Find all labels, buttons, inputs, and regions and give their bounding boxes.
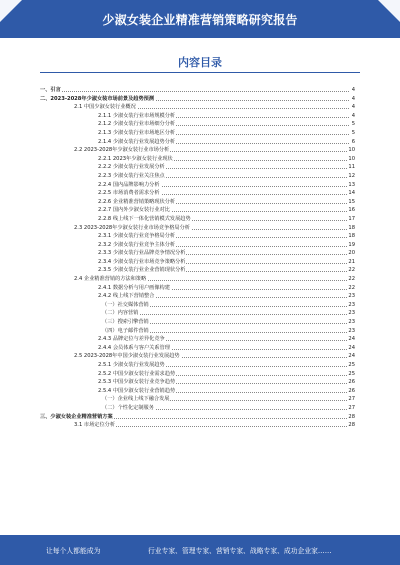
toc-entry-label: 2.5.3 中国少淑女装行业竞争趋势 xyxy=(98,379,176,386)
toc-entry[interactable] xyxy=(40,120,355,129)
toc-entry-label: 2.4.2 线上线下营销整合 xyxy=(98,293,155,300)
toc-entry[interactable] xyxy=(40,215,355,224)
toc-entry-label: 2.3.1 少淑女装行业竞争格局分析 xyxy=(98,233,176,240)
toc-entry-label: 2.3.2 少淑女装行业竞争主体分析 xyxy=(98,241,176,248)
toc-entry-page: 25 xyxy=(348,362,355,368)
report-header xyxy=(0,0,400,38)
toc-entry-page: 6 xyxy=(351,138,355,145)
toc-entry-page: 19 xyxy=(348,241,355,248)
toc-entry[interactable] xyxy=(40,112,355,121)
toc-entry-page: 25 xyxy=(348,370,355,377)
toc-entry-page: 5 xyxy=(351,121,355,128)
toc-entry-page: 12 xyxy=(348,172,355,179)
toc-entry-page: 24 xyxy=(348,336,355,343)
toc-entry-page: 11 xyxy=(348,164,355,171)
toc-entry-page: 28 xyxy=(348,422,355,429)
toc-entry[interactable] xyxy=(40,266,355,275)
footer-slogan: 让每个人都能成为 xyxy=(46,547,101,555)
toc-entry-label: 2.2 2023-2028年少淑女装行业市场分析 xyxy=(74,147,170,154)
report-title: 少淑女装企业精准营销策略研究报告 xyxy=(102,13,298,27)
toc-entry-page: 18 xyxy=(348,224,355,231)
toc-entry-page: 4 xyxy=(351,95,355,102)
toc-entry-page: 23 xyxy=(348,310,355,317)
toc-entry-page: 24 xyxy=(348,344,355,351)
toc-entry-label: 2.2.7 国内外少淑女装行业对比 xyxy=(98,207,170,214)
toc-entry-label: （三）搜索引擎营销 xyxy=(102,319,149,326)
toc-entry-label: 2.2.3 少淑女装行业关注焦点 xyxy=(98,172,165,179)
toc-entry-label: 2.5.2 中国少淑女装行业需求趋势 xyxy=(98,370,176,377)
toc-entry[interactable] xyxy=(40,344,355,353)
toc-entry-label: 2.1.1 少淑女装行业市场规模分析 xyxy=(98,112,176,119)
toc-entry[interactable] xyxy=(40,86,355,95)
toc-entry[interactable] xyxy=(40,361,355,370)
toc-entry[interactable] xyxy=(40,129,355,138)
toc-entry-label: 2.4 企业精准营销的方法和策略 xyxy=(74,276,147,283)
toc-entry-page: 14 xyxy=(348,190,355,197)
toc-entry[interactable] xyxy=(40,181,355,190)
toc-entry-label: 2.2.4 国内品牌影响力分析 xyxy=(98,181,160,188)
toc-entry-label: 2.2.6 企业精准营销策略现状分析 xyxy=(98,198,176,205)
toc-entry-page: 26 xyxy=(348,379,355,386)
toc-entry-label: 2.4.3 品牌定位与差异化竞争 xyxy=(98,336,165,343)
toc-entry-page: 23 xyxy=(348,301,355,308)
toc-entry-label: 2.1.2 少淑女装行业市场细分分析 xyxy=(98,121,176,128)
toc-entry[interactable] xyxy=(40,301,355,310)
toc-entry-page: 10 xyxy=(348,147,355,154)
toc-entry-label: 2.1.3 少淑女装行业市场地区分析 xyxy=(98,129,176,136)
toc-entry-label: 2.5.1 少淑女装行业发展趋势 xyxy=(98,362,165,368)
toc-entry-label: 2.2.8 线上线下一体化营销模式发展趋势 xyxy=(98,215,191,222)
toc-entry-page: 24 xyxy=(348,353,355,360)
toc-entry-page: 4 xyxy=(351,104,355,111)
toc-entry-page: 28 xyxy=(348,413,355,420)
toc-entry-label: 2.3 2023-2028年少淑女装行业市场竞争格局分析 xyxy=(74,224,190,231)
toc-entry-page: 23 xyxy=(348,293,355,300)
toc-leader-dots xyxy=(40,91,349,92)
toc-entry-page: 13 xyxy=(348,181,355,188)
toc-entry[interactable] xyxy=(40,206,355,215)
toc-entry[interactable] xyxy=(40,335,355,344)
footer-tagline: 行业专家、管理专家、营销专家、战略专家、成功企业家…… xyxy=(148,547,332,555)
toc-entry-label: 2.5.4 中国少淑女装行业营销趋势 xyxy=(98,387,176,394)
toc-entry-label: 2.4.1 数据分析与用户画像构建 xyxy=(98,284,170,291)
toc-entry-page: 16 xyxy=(348,207,355,214)
toc-entry[interactable] xyxy=(40,284,355,293)
toc-title: 内容目录 xyxy=(178,56,222,69)
toc-entry-page: 23 xyxy=(348,327,355,334)
toc-entry-page: 4 xyxy=(351,112,355,119)
toc-entry-label: 一、引言 xyxy=(40,87,61,93)
toc-entry[interactable] xyxy=(40,95,355,104)
toc-entry[interactable] xyxy=(40,163,355,172)
toc-entry[interactable] xyxy=(40,378,355,387)
toc-entry[interactable] xyxy=(40,292,355,301)
toc-entry-label: （一）企业线上线下融合发展 xyxy=(102,396,170,403)
toc-entry[interactable] xyxy=(40,275,355,284)
toc-entry-page: 26 xyxy=(348,387,355,394)
toc-entry[interactable] xyxy=(40,404,355,413)
toc-entry-label: 2.2.2 少淑女装行业发展分析 xyxy=(98,164,165,171)
toc-entry[interactable] xyxy=(40,327,355,336)
toc-entry-label: （二）个性化定制服务 xyxy=(102,404,154,411)
toc-entry-page: 27 xyxy=(348,396,355,403)
toc-entry[interactable] xyxy=(40,189,355,198)
toc-entry[interactable] xyxy=(40,155,355,164)
toc-entry-label: （一）社交媒体营销 xyxy=(102,301,149,308)
toc-entry-page: 27 xyxy=(348,404,355,411)
toc-entry[interactable] xyxy=(40,172,355,181)
toc-entry[interactable] xyxy=(40,258,355,267)
toc-entry-label: 三、少淑女装企业精准营销方案 xyxy=(40,413,113,420)
toc-entry[interactable] xyxy=(40,224,355,233)
table-of-contents xyxy=(40,86,355,430)
toc-entry[interactable] xyxy=(40,103,355,112)
toc-entry-label: 2.5 2023-2028年中国少淑女装行业发展趋势 xyxy=(74,353,180,360)
toc-entry-label: 2.4.4 会员体系与客户关系管理 xyxy=(98,344,170,351)
toc-entry[interactable] xyxy=(40,232,355,241)
toc-entry-page: 23 xyxy=(348,319,355,326)
toc-entry-page: 5 xyxy=(351,129,355,136)
toc-entry-page: 4 xyxy=(351,87,355,93)
toc-entry-label: 2.1 中国少淑女装行业概况 xyxy=(74,104,136,111)
toc-entry-page: 17 xyxy=(348,215,355,222)
toc-entry-page: 21 xyxy=(348,258,355,265)
toc-entry-label: 2.3.3 少淑女装行业品牌竞争情况分析 xyxy=(98,250,186,257)
toc-entry-label: 2.1.4 少淑女装行业发展趋势分析 xyxy=(98,138,176,145)
toc-entry-label: （二）内容营销 xyxy=(102,310,139,317)
toc-entry[interactable] xyxy=(40,413,355,422)
toc-entry[interactable] xyxy=(40,249,355,258)
toc-entry[interactable] xyxy=(40,138,355,147)
toc-entry-label: 2.2.1 2023年少淑女装行业现状 xyxy=(98,155,173,162)
toc-entry[interactable] xyxy=(40,318,355,327)
toc-entry-page: 20 xyxy=(348,250,355,257)
toc-entry-label: 2.3.5 少淑女装行业企业营销现状分析 xyxy=(98,267,186,274)
toc-entry[interactable] xyxy=(40,198,355,207)
toc-entry[interactable] xyxy=(40,146,355,155)
toc-entry[interactable] xyxy=(40,309,355,318)
report-footer xyxy=(0,535,400,565)
toc-entry-label: 3.1 市场定位分析 xyxy=(74,422,116,429)
toc-entry[interactable] xyxy=(40,370,355,379)
toc-entry[interactable] xyxy=(40,387,355,396)
toc-entry-label: 2.2.5 市场消费者需求分析 xyxy=(98,190,160,197)
toc-divider xyxy=(40,72,360,73)
toc-entry-page: 22 xyxy=(348,267,355,274)
toc-entry-label: 二、2023-2028年少淑女装市场前景及趋势预测 xyxy=(40,95,155,102)
toc-entry-label: 2.3.4 少淑女装行业市场竞争策略分析 xyxy=(98,258,186,265)
toc-entry-page: 18 xyxy=(348,233,355,240)
toc-entry[interactable] xyxy=(40,395,355,404)
toc-entry-page: 10 xyxy=(348,155,355,162)
toc-entry-page: 22 xyxy=(348,284,355,291)
toc-entry-label: （四）电子邮件营销 xyxy=(102,327,149,334)
toc-entry[interactable] xyxy=(40,352,355,361)
toc-entry[interactable] xyxy=(40,421,355,430)
toc-entry-page: 22 xyxy=(348,276,355,283)
toc-entry-page: 15 xyxy=(348,198,355,205)
toc-entry[interactable] xyxy=(40,241,355,250)
